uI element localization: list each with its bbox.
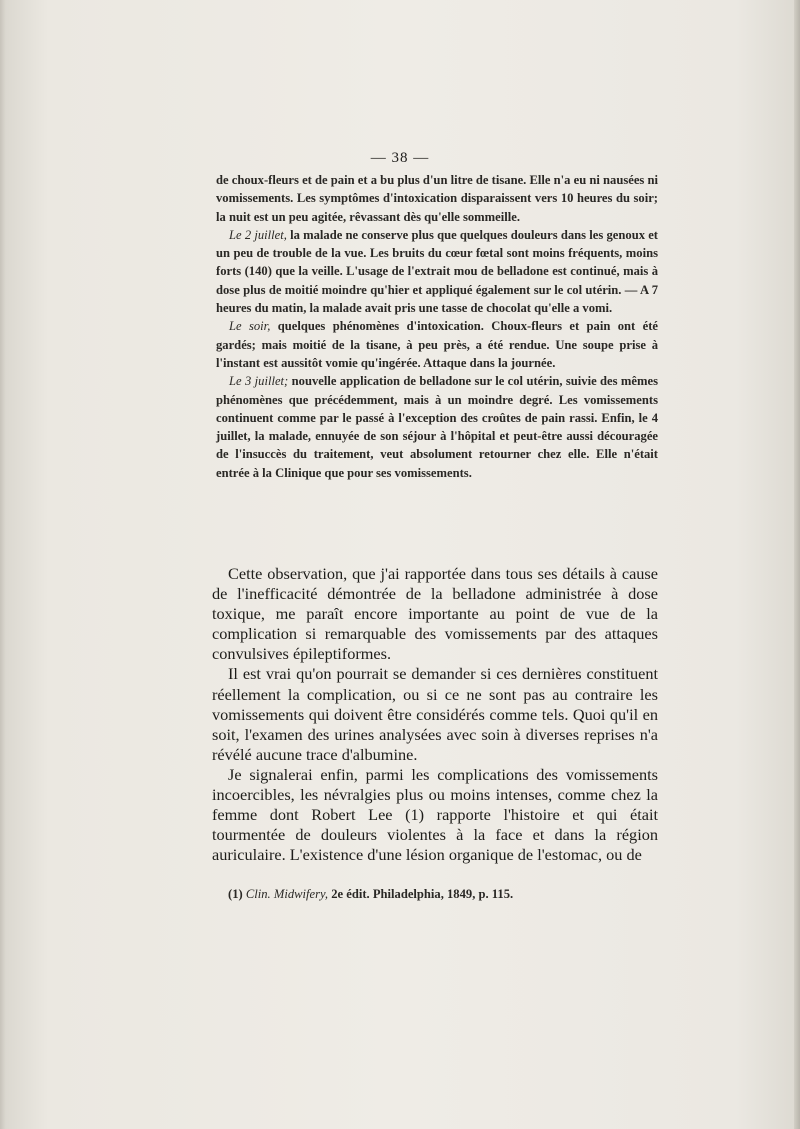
footnote xyxy=(228,887,668,902)
observation-notes xyxy=(216,171,658,482)
body-paragraph: Il est vrai qu'on pourrait se demander si ces dernières constituent réellement la complication, ou si ce ne sont pas au contraire les vomissements qui doivent être considérés comme tels. Quoi qu'il en soit, l'examen des urines analysées avec soin à diverses reprises n'a révélé aucune trace d'albumine. xyxy=(212,664,658,764)
note-paragraph xyxy=(216,317,658,372)
note-paragraph xyxy=(216,372,658,482)
note-lead: Le soir, xyxy=(229,319,271,334)
note-text: nouvelle application de belladone sur le col utérin, suivie des mêmes phénomènes que précédemment, mais à un moindre degré. Les vomissements continuent comme par le passé à l'exception des croûtes de pain rassi. Enfin, le 4 juillet, la malade, ennuyée de son séjour à l'hôpital et peut-être aussi découragée de l'insuccès du traitement, veut absolument retourner chez elle. Elle n'était entrée à la Clinique que pour ses vomissements. xyxy=(216,374,658,480)
body-paragraph: Je signalerai enfin, parmi les complications des vomissements incoercibles, les névralgies plus ou moins intenses, comme chez la femme dont Robert Lee (1) rapporte l'histoire et qui était tourmentée de douleurs violentes à la face et dans la région auriculaire. L'existence d'une lésion organique de l'estomac, ou de xyxy=(212,764,658,865)
footnote-title: Clin. Midwifery, xyxy=(245,887,329,901)
note-text: quelques phénomènes d'intoxication. Choux-fleurs et pain ont été gardés; mais moitié de la tisane, à peu près, a été rendue. Une soupe prise à l'instant est aussitôt vomie qu'ingérée. Attaque dans la journée. xyxy=(216,319,659,370)
note-paragraph xyxy=(216,226,658,317)
note-paragraph xyxy=(216,171,658,226)
page-number: — 38 — xyxy=(370,150,430,166)
page-left-edge xyxy=(0,0,6,1129)
note-lead: Le 3 juillet; xyxy=(229,374,289,389)
note-text: la malade ne conserve plus que quelques douleurs dans les genoux et un peu de trouble de la vue. Les bruits du cœur fœtal sont moins fréquents, moins forts (140) que la veille. L'usage de l'extrait mou de belladone est continué, mais à dose plus de moitié moindre qu'hier et appliqué également sur le col utérin. — A 7 heures du matin, la malade avait pris une tasse de chocolat qu'elle a vomi. xyxy=(216,227,659,316)
note-text: de choux-fleurs et de pain et a bu plus d'un litre de tisane. Elle n'a eu ni nausées ni vomissements. Les symptômes d'intoxication disparaissent vers 10 heures du soir; la nuit est un peu agitée, rêvassant dès qu'elle sommeille. xyxy=(216,173,658,224)
note-lead: Le 2 juillet, xyxy=(229,227,287,242)
footnote-text: 2e édit. Philadelphia, 1849, p. 115. xyxy=(328,887,514,901)
footnote-marker: (1) xyxy=(228,887,243,901)
page-right-edge xyxy=(794,0,800,1129)
body-text xyxy=(212,564,658,865)
body-paragraph: Cette observation, que j'ai rapportée dans tous ses détails à cause de l'inefficacité démontrée de la belladone administrée à dose toxique, me paraît encore importante au point de vue de la complication si remarquable des vomissements par des attaques convulsives épileptiformes. xyxy=(212,564,658,664)
